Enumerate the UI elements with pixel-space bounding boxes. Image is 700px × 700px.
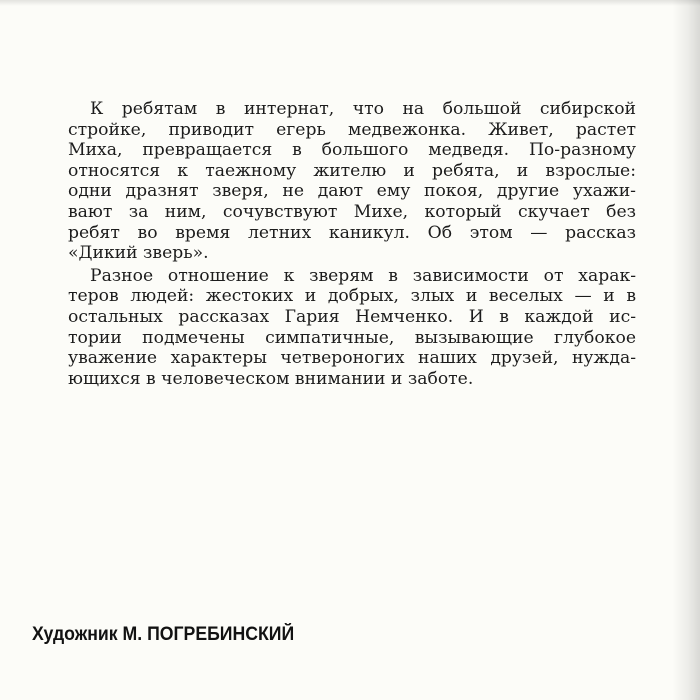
text-line: «Дикий зверь». [68, 243, 209, 264]
paragraph-1 [68, 99, 636, 264]
text-line: ребят во время летних каникул. Об этом — рассказ [68, 222, 636, 243]
text-line: К ребятам в интернат, что на большой сибирской [90, 99, 636, 119]
text-line: Миха, превращается в большого медведя. По-разному [68, 140, 636, 161]
illustrator-credit: Художник М. ПОГРЕБИНСКИЙ [32, 624, 295, 645]
paragraph-2 [68, 266, 636, 390]
annotation-text [68, 99, 636, 389]
page-gutter-shadow [672, 0, 700, 700]
text-line: Разное отношение к зверям в зависимости от харак- [90, 265, 636, 286]
text-line: тории подмечены симпатичные, вызывающие глубокое [68, 327, 636, 348]
text-line: стройке, приводит егерь медвежонка. Живет, растет [68, 119, 636, 140]
text-line: теров людей: жестоких и добрых, злых и веселых — и в [68, 286, 636, 307]
page-top-edge-shadow [0, 0, 700, 6]
text-line: вают за ним, сочувствуют Михе, который скучает без [68, 201, 636, 222]
text-line: одни дразнят зверя, не дают ему покоя, другие ухажи- [68, 181, 636, 202]
text-line: уважение характеры четвероногих наших друзей, нужда- [68, 348, 636, 369]
text-line: ющихся в человеческом внимании и заботе. [68, 368, 474, 389]
text-line: остальных рассказах Гария Немченко. И в каждой ис- [68, 306, 636, 327]
text-line: относятся к таежному жителю и ребята, и взрослые: [68, 160, 636, 181]
